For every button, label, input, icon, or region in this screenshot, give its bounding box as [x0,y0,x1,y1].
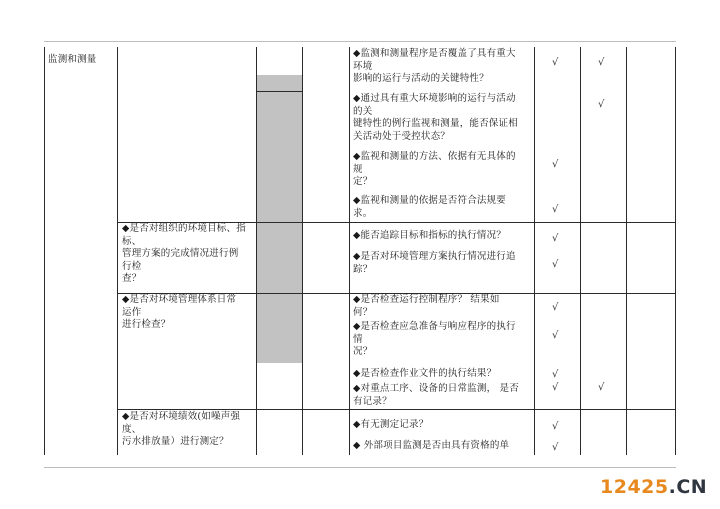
watermark-domain: .CN [668,476,708,498]
checkmark: √ [598,99,605,110]
question-line: ◆监视和测量的方法、依据有无具体的 [353,151,516,162]
target-item-line: 度、 [122,423,142,435]
target-item-line: ◆是否对环境管理体系日常 [122,294,237,305]
checkmark: √ [552,369,559,380]
column-border [44,47,45,455]
target-item-line: 查？ [122,273,142,284]
checkmark: √ [552,302,559,313]
section-label: 监测和测量 [48,54,97,65]
question-line: ◆ 外部项目监测是否由具有资格的单 [353,440,510,451]
site-watermark-logo [600,476,707,498]
question-line: 规 [353,163,363,175]
question-line: ◆监视和测量的依据是否符合法规要 [353,195,507,206]
checkmark: √ [552,382,559,393]
bottom-rule [44,467,676,468]
checkmark: √ [552,259,559,270]
question-line: ◆能否追踪目标和指标的执行情况？ [353,230,507,241]
question-line: 关活动处于受控状态？ [353,130,451,142]
question-line: 键特性的例行监视和测量，能否保证相 [353,118,518,129]
row-border [117,409,676,410]
checkmark: √ [552,159,559,170]
question-line: 求。 [353,207,373,219]
question-line: ◆是否检查运行控制程序？ 结果如 [353,294,500,305]
checkmark: √ [552,233,559,244]
column-border [302,47,303,455]
column-border [349,47,350,455]
target-item-line: 标、 [122,235,142,247]
checkmark: √ [598,382,605,393]
question-line: 影响的运行与活动的关键特性？ [353,73,489,84]
shade-border [256,91,302,92]
checkmark: √ [552,330,559,341]
column-border [256,47,257,455]
target-item-line: ◆是否对组织的环境目标、指 [122,223,246,234]
question-line: 况？ [353,346,373,357]
top-rule [44,41,676,42]
target-item-line: 污水排放量）进行测定？ [122,436,229,447]
checkmark: √ [598,57,605,68]
question-line: ◆通过具有重大环境影响的运行与活动 [353,93,516,104]
question-line: ◆是否对环境管理方案执行情况进行追 [353,251,516,262]
question-line: ◆对重点工序、设备的日常监测， 是否 [353,383,519,394]
column-border [580,47,581,455]
target-item-line: 运作 [122,306,142,318]
target-item-line: 进行检查？ [122,319,171,330]
question-line: ◆有无测定记录？ [353,419,429,430]
checkmark: √ [552,442,559,453]
question-line: 有记录？ [353,395,392,407]
question-line: ◆监测和测量程序是否覆盖了具有重大 [353,48,516,59]
target-item-line: ◆是否对环境绩效(如噪声强 [122,411,241,422]
question-line: 踪？ [353,263,373,275]
question-line: ◆是否检查作业文件的执行结果？ [353,368,497,379]
question-line: 环境 [353,60,373,72]
question-line: 的关 [353,105,373,117]
question-line: 何？ [353,306,373,318]
column-border [534,47,535,455]
watermark-number: 12425 [600,476,669,498]
target-item-line: 行检 [122,260,142,272]
checkmark: √ [552,204,559,215]
checkmark: √ [552,421,559,432]
column-border [626,47,627,455]
column-border [117,47,118,455]
shaded-cell [256,75,302,363]
column-border [675,47,676,455]
checkmark: √ [552,57,559,68]
question-line: ◆是否检查应急准备与响应程序的执行 [353,321,516,332]
question-line: 情 [353,333,363,345]
target-item-line: 管理方案的完成情况进行例 [122,248,239,259]
question-line: 定？ [353,176,373,187]
